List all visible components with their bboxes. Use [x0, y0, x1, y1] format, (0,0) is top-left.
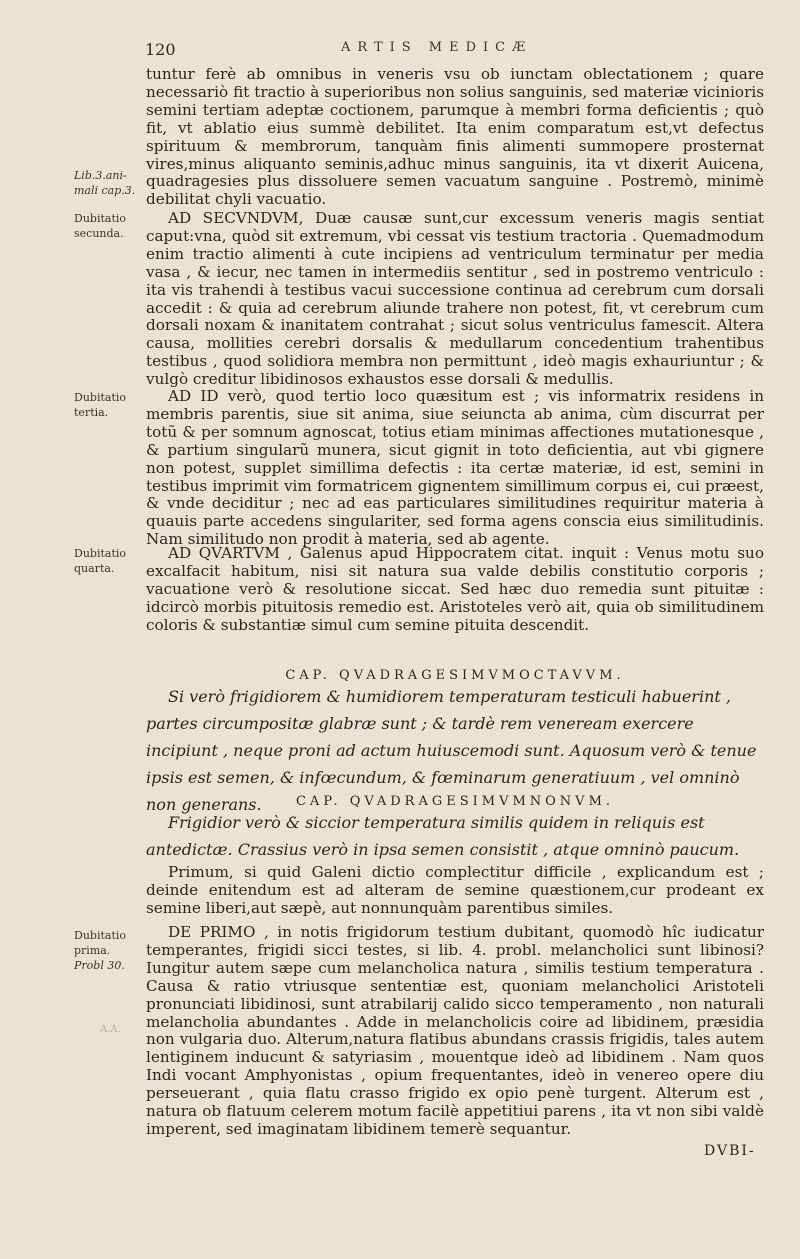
page-header	[145, 40, 765, 62]
catchword: DVBI-	[704, 1143, 756, 1159]
paragraph: DE PRIMO , in notis frigidorum testium dubitant, quomodò hîc iudicatur temperantes, frigidi sicci testes, si lib. 4. probl. melancholici sunt libinosi? Iungitur autem sæpe cum melancholica natura , similis testium temperatura . Causa & ratio vtriusque sententiæ est, quoniam melancholici Aristoteli pronunciati libidinosi, sunt atrabilarij calido sicco temperamento , non naturali melancholia abundantes . Adde in melancholicis coire ad libidinem, præsidia non vulgaria duo. Alterum,natura flatibus abundans crassis frigidis, tales autem lentiginem inducunt & satyriasim , mouentque ideò ad libidinem . Nam quos Indi vocant Amphyonistas , opium frequentantes, ideò in venereo opere diu perseuerant , quia flatu crasso frigido ex opio penè turgent. Alterum est , natura ob flatuum celerem motum facilè appetitiui parens , ita vt non sibi valdè imperent, sed imaginatam libidinem temerè sequantur.	[146, 923, 764, 1138]
margin-note-dubitatio-secunda: Dubitatio secunda.	[74, 212, 127, 240]
paragraph: AD SECVNDVM, Duæ causæ sunt,cur excessum veneris magis sentiat caput:vna, quòd sit extremum, vbi cessat vis testium tractoria . Quemadmodum enim tractio alimenti à cute incipiens ad ventriculum terminatur per media vasa , & iecur, nec tamen in intermediis sentitur , sed in postremo ventriculo : ita vis trahendi à testibus vacui successione continua ad cerebrum cum dorsali accedit : & quia ad cerebrum aliunde trahere non potest, fit, vt cerebrum cum dorsali noxam & inanitatem contrahat ; sicut solus ventriculus famescit. Altera causa, mollities cerebri dorsalis & medullarum concedentium trahentibus testibus , quod solidiora membra non permittunt , ideò magis exhauriuntur ; & vulgò creditur libidinosos exhaustos esse dorsali & medullis.	[146, 209, 764, 389]
chapter-heading-48: CAP. QVADRAGESIMVMOCTAVVM.	[285, 668, 625, 683]
margin-note-dubitatio-tertia: Dubitatio tertia.	[74, 391, 127, 419]
margin-note-dubitatio-prima: Dubitatio prima. Probl 30.	[74, 929, 127, 972]
text-block-commentary	[146, 864, 764, 918]
text-block-dubitatio-secunda	[146, 210, 764, 389]
running-title: ARTIS MEDICÆ	[341, 40, 533, 55]
show-through-mark: A.A.	[100, 1024, 121, 1035]
chapter-49-text	[146, 809, 764, 863]
paragraph: AD ID verò, quod tertio loco quæsitum est ; vis informatrix residens in membris parentis, siue sit anima, siue seiuncta ab anima, cùm discurrat per totũ & per somnum agnoscat, totius etiam minimas affectiones mutationesque , & partium singularũ munera, sicut gignit in toto deficientia, aut vbi gignere non potest, supplet simillima defectis : ita certæ materiæ, id est, semini in testibus imprimit vim formatricem gignentem simillimum corpus ei, cui præest, & vnde deciditur ; nec ad eas particulares similitudines requiritur materia à quauis parte accedens singulariter, sed forma agens conscia eius similitudinis. Nam similitudo non prodit à materia, sed ab agente.	[146, 387, 764, 549]
text-block-dubitatio-prima	[146, 924, 764, 1139]
text-block-opening	[146, 66, 764, 209]
aphorism: Si verò frigidiorem & humidiorem temperaturam testiculi habuerint , partes circumpositæ glabræ sunt ; & tardè rem veneream exercere incipiunt , neque proni ad actum huiuscemodi sunt. Aquosum verò & tenue ipsis est semen, & infœcundum, & fœminarum generatiuum , vel omninò non generans.	[146, 687, 757, 814]
margin-note-dubitatio-quarta: Dubitatio quarta.	[74, 547, 127, 575]
paragraph: Primum, si quid Galeni dictio complectitur difficile , explicandum est ; deinde enitendum est ad alteram de semine quæstionem,cur prodeant ex semine liberi,aut sæpè, aut nonnunquàm parentibus similes.	[146, 863, 764, 917]
text-block-dubitatio-quarta	[146, 545, 764, 635]
aphorism: Frigidior verò & siccior temperatura similis quidem in reliquis est antedictæ. Crassius verò in ipsa semen consistit , atque omninò paucum.	[146, 813, 740, 859]
margin-note-reference: Lib.3.ani- mali cap.3.	[74, 169, 136, 197]
page-number: 120	[145, 40, 176, 59]
paragraph: AD QVARTVM , Galenus apud Hippocratem citat. inquit : Venus motu suo excalfacit habitum, nisi sit natura sua valde debilis constitutio corporis ; vacuatione verò & resolutione siccat. Sed hæc duo remedia sunt pituitæ : idcircò morbis pituitosis remedio est. Aristoteles verò ait, quia ob similitudinem coloris & substantiæ simul cum semine pituita descendit.	[146, 544, 764, 634]
paragraph: tuntur ferè ab omnibus in veneris vsu ob iunctam oblectationem ; quare necessariò fit tractio à superioribus non solius sanguinis, sed materiæ vicinioris semini tertiam adeptæ coctionem, parumque à membri forma deficientis ; quò fit, vt ablatio eius summè debilitet. Ita enim comparatum est,vt defectus spirituum & membrorum, tanquàm finis alimenti summopere prosternat vires,minus aliquanto seminis,adhuc minus sanguinis, ita vt dixerit Auicena, quadragesies plus dissoluere semen vacuatum sanguine . Postremò, minimè debilitat chyli vacuatio.	[146, 65, 764, 209]
text-block-dubitatio-tertia	[146, 388, 764, 549]
chapter-heading-49: CAP. QVADRAGESIMVMNONVM.	[295, 794, 615, 809]
